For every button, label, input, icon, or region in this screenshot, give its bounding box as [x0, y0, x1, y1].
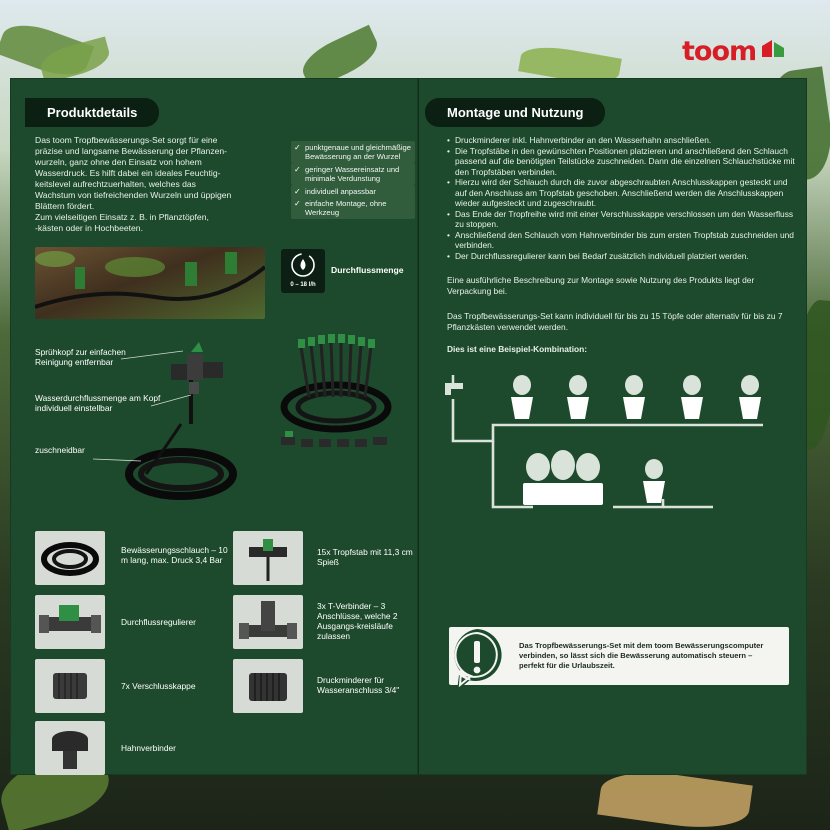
callout-cuttable: zuschneidbar: [35, 445, 85, 455]
faucet-icon: [445, 383, 463, 395]
part-tap-connector-image: [35, 721, 105, 775]
part-pressure-reducer-image: [233, 659, 303, 713]
flow-rate-badge: [281, 249, 325, 293]
assembly-step: • Druckminderer inkl. Hahnverbinder an den Wasserhahn anschließen.: [447, 135, 801, 146]
brand-logo[interactable]: toom: [682, 36, 757, 67]
part-end-cap-image: [35, 659, 105, 713]
part-flow-regulator-image: [35, 595, 105, 649]
intro-line: wurzeln, ganz ohne den Einsatz von hohem: [35, 157, 202, 167]
callout-flow-adjust: Wasserdurchflussmenge am Kopf individuell einstellbar: [35, 393, 161, 413]
set-capacity-note: Das Tropfbewässerungs-Set kann individuell für bis zu 15 Töpfe oder alternativ für bis zu 7 Pflanzkästen verwendet werden.: [447, 311, 783, 332]
assembly-step: • Der Durchflussregulierer kann bei Bedarf zusätzlich individuell platziert werden.: [447, 251, 801, 262]
assembly-usage-panel: [418, 78, 807, 775]
flow-rate-label: Durchflussmenge: [331, 265, 404, 275]
product-intro: [35, 135, 275, 234]
assembly-steps: [447, 135, 801, 261]
part-dripper-image: [233, 531, 303, 585]
flow-rate-value: 0 – 18 l/h: [290, 282, 316, 288]
product-details-heading: Produktdetails: [25, 98, 159, 127]
intro-line: Das toom Tropfbewässerungs-Set sorgt für eine: [35, 135, 218, 145]
assembly-step: • Die Tropfstäbe in den gewünschten Positionen platzieren und anschließend den Schlauch passend auf die benötigten Teilstücke zuschneiden. Dann die einzelnen Schlauchstücke mit den Tropfstäben verbinden.: [447, 146, 801, 178]
feature-item: ✓ punktgenaue und gleichmäßige Bewässerung an der Wurzel: [291, 141, 415, 163]
intro-line: keitslevel aufrechtzuerhalten, welches das: [35, 179, 196, 189]
intro-line: Zum vielseitigen Einsatz z. B. in Pflanztöpfen,: [35, 212, 209, 222]
water-flow-icon: [281, 249, 325, 283]
assembly-step: • Anschließend den Schlauch vom Hahnverbinder bis zum ersten Tropfstab zuschneiden und verbinden.: [447, 230, 801, 251]
info-text: Das Tropfbewässerungs-Set mit dem toom Bewässerungscomputer verbinden, so lässt sich die Bewässerung automatisch steuern – perfekt für die Urlaubszeit.: [519, 641, 764, 670]
assembly-usage-heading: Montage und Nutzung: [425, 98, 605, 127]
part-dripper-label: 15x Tropfstab mit 11,3 cm Spieß: [317, 547, 413, 567]
garden-photo: [35, 247, 265, 319]
brand-house-icon: [760, 38, 786, 58]
intro-line: Wasserdruck. Es hilft dabei ein ideales Feuchtig-: [35, 168, 221, 178]
part-hose-label: Bewässerungsschlauch – 10 m lang, max. Druck 3,4 Bar: [121, 545, 228, 565]
garden-photo-illustration: [35, 247, 265, 319]
callout-lines: [11, 349, 211, 479]
pot-icons: [511, 397, 761, 505]
feature-item: ✓ individuell anpassbar: [291, 185, 415, 198]
intro-line: Wachstum von tiefreichenden Wurzeln und üppigen: [35, 190, 232, 200]
part-tap-connector-label: Hahnverbinder: [121, 743, 176, 753]
part-hose-image: [35, 531, 105, 585]
callout-spray-head: Sprühkopf zur einfachen Reinigung entfernbar: [35, 347, 126, 367]
intro-line: präzise und langsame Bewässerung der Pflanzen-: [35, 146, 228, 156]
assembly-note: Eine ausführliche Beschreibung zur Montage sowie Nutzung des Produkts liegt der Verpackung bei.: [447, 275, 755, 296]
example-title: Dies ist eine Beispiel-Kombination:: [447, 344, 588, 354]
product-details-panel: [10, 78, 418, 775]
set-contents-illustration: [271, 327, 411, 467]
part-t-connector-image: [233, 595, 303, 649]
assembly-step: • Das Ende der Tropfreihe wird mit einer Verschlusskappe verschlossen um den Wasserfluss zu stoppen.: [447, 209, 801, 230]
intro-line: Blättern fördert.: [35, 201, 95, 211]
feature-item: ✓ einfache Montage, ohne Werkzeug: [291, 197, 415, 219]
part-flow-regulator-label: Durchflussregulierer: [121, 617, 196, 627]
intro-line: -kästen oder in Hochbeeten.: [35, 223, 143, 233]
info-icon: [447, 625, 507, 697]
assembly-step: • Hierzu wird der Schlauch durch die zuvor abgeschraubten Anschlusskappen gesteckt und auf den Anschluss am Tropfstab geschoben. Anschließend werden die Anschlusskappen wieder aufgesteckt und zugeschraubt.: [447, 177, 801, 209]
example-combination-diagram: [433, 359, 798, 519]
part-end-cap-label: 7x Verschlusskappe: [121, 681, 196, 691]
plant-icons: [513, 375, 759, 481]
feature-item: ✓ geringer Wassereinsatz und minimale Verdunstung: [291, 163, 415, 185]
part-t-connector-label: 3x T-Verbinder – 3 Anschlüsse, welche 2 Ausgangs-kreisläufe zulassen: [317, 601, 398, 641]
part-pressure-reducer-label: Druckminderer für Wasseranschluss 3/4": [317, 675, 400, 695]
